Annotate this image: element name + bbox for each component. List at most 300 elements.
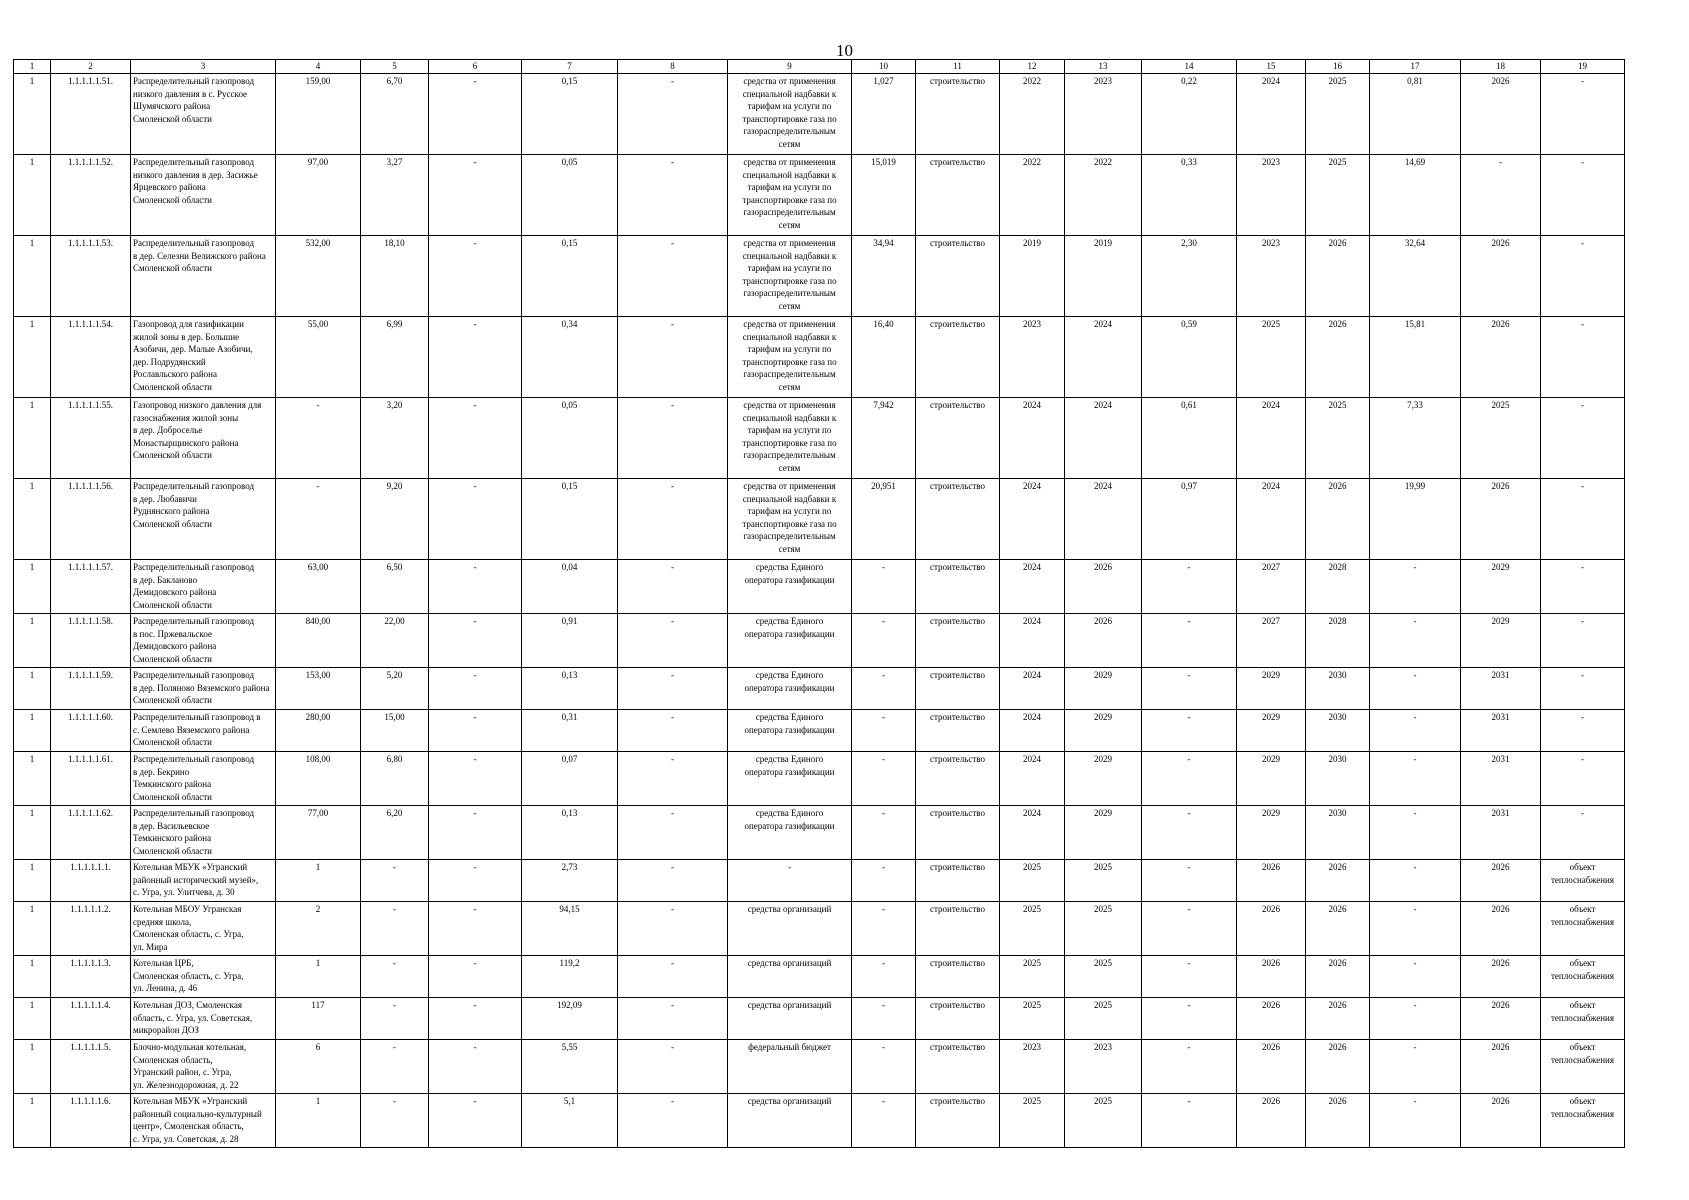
table-cell: - <box>276 479 361 560</box>
table-cell: 0,07 <box>522 752 618 806</box>
table-cell: 2019 <box>1065 236 1142 317</box>
table-cell: 2029 <box>1237 752 1306 806</box>
table-cell: Распределительный газопровод в дер. Поляново Вяземского района Смоленской области <box>131 668 276 710</box>
table-cell: 1 <box>14 860 51 902</box>
table-row <box>14 74 1625 155</box>
table-cell: - <box>361 1040 429 1094</box>
table-cell: 14,69 <box>1370 155 1461 236</box>
table-cell: - <box>852 560 916 614</box>
table-cell: Распределительный газопровод в дер. Селезни Велижского района Смоленской области <box>131 236 276 317</box>
table-cell: - <box>618 752 728 806</box>
column-header: 7 <box>522 60 618 74</box>
table-cell: - <box>618 956 728 998</box>
table-cell: Котельная МБУК «Угранский районный социально-культурный центр», Смоленская область, с. Угра, ул. Советская, д. 28 <box>131 1094 276 1148</box>
table-cell: 2029 <box>1461 614 1541 668</box>
column-header: 12 <box>1000 60 1065 74</box>
table-cell: - <box>618 668 728 710</box>
page-number: 10 <box>836 41 853 60</box>
table-cell: 2028 <box>1306 614 1370 668</box>
table-cell: средства от применения специальной надбавки к тарифам на услуги по транспортировке газа по газораспределительным сетям <box>728 155 852 236</box>
table-cell: Распределительный газопровод в дер. Бекрино Темкинского района Смоленской области <box>131 752 276 806</box>
table-cell: - <box>361 956 429 998</box>
table-cell: - <box>1541 479 1625 560</box>
table-cell: 3,27 <box>361 155 429 236</box>
table-cell: объект теплоснабжения <box>1541 860 1625 902</box>
table-cell: строительство <box>916 1040 1000 1094</box>
table-cell: - <box>1541 398 1625 479</box>
table-cell: 1 <box>14 956 51 998</box>
table-row <box>14 1094 1625 1148</box>
table-cell: - <box>852 668 916 710</box>
table-cell: 2023 <box>1000 317 1065 398</box>
table-cell: 1.1.1.1.1.51. <box>51 74 131 155</box>
table-cell: 2022 <box>1065 155 1142 236</box>
table-cell: - <box>1541 74 1625 155</box>
table-cell: - <box>618 236 728 317</box>
table-cell: строительство <box>916 752 1000 806</box>
table-cell: - <box>429 668 522 710</box>
table-row <box>14 902 1625 956</box>
table-cell: - <box>429 236 522 317</box>
table-cell: 2029 <box>1237 806 1306 860</box>
table-cell: 2026 <box>1065 614 1142 668</box>
table-cell: - <box>429 560 522 614</box>
table-cell: - <box>429 860 522 902</box>
table-cell: 1.1.1.1.1.56. <box>51 479 131 560</box>
table-cell: 2025 <box>1065 1094 1142 1148</box>
table-cell: 2026 <box>1237 1094 1306 1148</box>
table-row <box>14 560 1625 614</box>
table-cell: 2024 <box>1065 398 1142 479</box>
table-cell: - <box>1541 806 1625 860</box>
table-row <box>14 398 1625 479</box>
table-cell: - <box>1370 614 1461 668</box>
table-cell: 1.1.1.1.1.1. <box>51 860 131 902</box>
table-cell: - <box>1142 560 1237 614</box>
column-header: 10 <box>852 60 916 74</box>
table-cell: - <box>1142 1040 1237 1094</box>
table-cell: - <box>852 614 916 668</box>
table-cell: 2025 <box>1000 902 1065 956</box>
table-cell: объект теплоснабжения <box>1541 1040 1625 1094</box>
table-cell: 0,13 <box>522 806 618 860</box>
table-cell: 2029 <box>1237 710 1306 752</box>
table-cell: 2029 <box>1065 710 1142 752</box>
table-cell: - <box>852 998 916 1040</box>
table-cell: строительство <box>916 236 1000 317</box>
table-cell: 532,00 <box>276 236 361 317</box>
table-cell: - <box>852 752 916 806</box>
table-row <box>14 806 1625 860</box>
header-row <box>14 60 1625 74</box>
table-cell: 153,00 <box>276 668 361 710</box>
table-cell: 15,00 <box>361 710 429 752</box>
table-cell: - <box>1370 1040 1461 1094</box>
table-cell: - <box>1541 752 1625 806</box>
table-cell: - <box>852 902 916 956</box>
table-cell: 1 <box>14 902 51 956</box>
table-cell: - <box>1142 806 1237 860</box>
table-cell: 1 <box>14 668 51 710</box>
table-cell: средства Единого оператора газификации <box>728 614 852 668</box>
table-cell: 1 <box>276 956 361 998</box>
table-cell: 2026 <box>1461 74 1541 155</box>
table-cell: - <box>618 1094 728 1148</box>
column-header: 16 <box>1306 60 1370 74</box>
table-cell: - <box>618 710 728 752</box>
table-cell: 119,2 <box>522 956 618 998</box>
table-cell: 2025 <box>1000 956 1065 998</box>
table-cell: 5,1 <box>522 1094 618 1148</box>
table-cell: Распределительный газопровод в дер. Бакланово Демидовского района Смоленской области <box>131 560 276 614</box>
table-cell: - <box>429 998 522 1040</box>
table-cell: 1.1.1.1.1.57. <box>51 560 131 614</box>
table-cell: 2031 <box>1461 752 1541 806</box>
table-cell: строительство <box>916 956 1000 998</box>
table-cell: - <box>1142 1094 1237 1148</box>
table-cell: 2025 <box>1306 155 1370 236</box>
table-cell: 2022 <box>1000 74 1065 155</box>
table-cell: 108,00 <box>276 752 361 806</box>
table-cell: 1.1.1.1.1.6. <box>51 1094 131 1148</box>
table-cell: - <box>1142 614 1237 668</box>
table-cell: 55,00 <box>276 317 361 398</box>
table-cell: 20,951 <box>852 479 916 560</box>
table-cell: 1 <box>14 155 51 236</box>
table-cell: 2024 <box>1065 317 1142 398</box>
table-cell: - <box>852 1040 916 1094</box>
table-cell: строительство <box>916 614 1000 668</box>
table-cell: средства организаций <box>728 1094 852 1148</box>
table-cell: 9,20 <box>361 479 429 560</box>
table-cell: - <box>361 998 429 1040</box>
table-cell: - <box>1370 560 1461 614</box>
table-cell: 1 <box>14 74 51 155</box>
table-cell: 0,05 <box>522 155 618 236</box>
table-cell: 2026 <box>1237 1040 1306 1094</box>
table-cell: 22,00 <box>361 614 429 668</box>
column-header: 1 <box>14 60 51 74</box>
table-cell: строительство <box>916 398 1000 479</box>
table-cell: - <box>361 902 429 956</box>
table-cell: 2028 <box>1306 560 1370 614</box>
table-cell: Распределительный газопровод низкого давления в дер. Засижье Ярцевского района Смоленской области <box>131 155 276 236</box>
table-cell: средства от применения специальной надбавки к тарифам на услуги по транспортировке газа по газораспределительным сетям <box>728 74 852 155</box>
table-row <box>14 752 1625 806</box>
table-cell: - <box>852 806 916 860</box>
table-cell: 2026 <box>1306 1040 1370 1094</box>
table-cell: средства от применения специальной надбавки к тарифам на услуги по транспортировке газа по газораспределительным сетям <box>728 479 852 560</box>
table-cell: строительство <box>916 74 1000 155</box>
table-cell: средства организаций <box>728 998 852 1040</box>
table-cell: - <box>1461 155 1541 236</box>
table-cell: 1.1.1.1.1.55. <box>51 398 131 479</box>
table-cell: 7,942 <box>852 398 916 479</box>
table-cell: 2025 <box>1237 317 1306 398</box>
table-cell: 2030 <box>1306 668 1370 710</box>
column-header: 19 <box>1541 60 1625 74</box>
table-cell: - <box>1142 902 1237 956</box>
column-header: 15 <box>1237 60 1306 74</box>
table-cell: 94,15 <box>522 902 618 956</box>
table-cell: 2026 <box>1306 998 1370 1040</box>
table-cell: 2024 <box>1000 752 1065 806</box>
table-cell: 2026 <box>1461 860 1541 902</box>
table-cell: - <box>429 1040 522 1094</box>
table-cell: 2029 <box>1237 668 1306 710</box>
table-cell: 1 <box>14 1040 51 1094</box>
table-cell: - <box>1541 155 1625 236</box>
table-cell: - <box>618 560 728 614</box>
table-cell: 6,20 <box>361 806 429 860</box>
table-cell: 2024 <box>1000 560 1065 614</box>
table-cell: 2030 <box>1306 710 1370 752</box>
table-cell: 77,00 <box>276 806 361 860</box>
table-cell: - <box>618 1040 728 1094</box>
table-cell: 1 <box>276 1094 361 1148</box>
table-row <box>14 317 1625 398</box>
table-cell: 2029 <box>1065 752 1142 806</box>
table-cell: средства от применения специальной надбавки к тарифам на услуги по транспортировке газа по газораспределительным сетям <box>728 317 852 398</box>
table-cell: 3,20 <box>361 398 429 479</box>
table-cell: - <box>618 317 728 398</box>
table-cell: - <box>1370 1094 1461 1148</box>
table-cell: 0,22 <box>1142 74 1237 155</box>
table-row <box>14 1040 1625 1094</box>
table-cell: Котельная МБОУ Угранская средняя школа, Смоленская область, с. Угра, ул. Мира <box>131 902 276 956</box>
column-header: 2 <box>51 60 131 74</box>
table-cell: средства организаций <box>728 956 852 998</box>
table-cell: - <box>429 1094 522 1148</box>
table-cell: 2,30 <box>1142 236 1237 317</box>
table-cell: 1 <box>14 998 51 1040</box>
table-cell: 2024 <box>1000 668 1065 710</box>
table-cell: строительство <box>916 806 1000 860</box>
table-cell: 2024 <box>1000 398 1065 479</box>
table-cell: 2026 <box>1461 956 1541 998</box>
table-cell: 0,61 <box>1142 398 1237 479</box>
table-cell: 0,15 <box>522 74 618 155</box>
table-cell: 0,81 <box>1370 74 1461 155</box>
table-cell: строительство <box>916 479 1000 560</box>
table-cell: - <box>1541 668 1625 710</box>
table-cell: 2026 <box>1461 998 1541 1040</box>
table-cell: 2026 <box>1461 1094 1541 1148</box>
table-cell: - <box>1370 668 1461 710</box>
table-cell: 280,00 <box>276 710 361 752</box>
table-cell: 117 <box>276 998 361 1040</box>
table-cell: 192,09 <box>522 998 618 1040</box>
table-cell: 1.1.1.1.1.58. <box>51 614 131 668</box>
table-cell: 2027 <box>1237 560 1306 614</box>
table-cell: - <box>1370 710 1461 752</box>
table-cell: 34,94 <box>852 236 916 317</box>
table-cell: 2023 <box>1237 236 1306 317</box>
table-cell: строительство <box>916 1094 1000 1148</box>
table-cell: 2025 <box>1065 860 1142 902</box>
table-cell: - <box>1142 998 1237 1040</box>
table-cell: - <box>429 479 522 560</box>
table-cell: 1.1.1.1.1.61. <box>51 752 131 806</box>
table-cell: - <box>1541 710 1625 752</box>
table-cell: 2029 <box>1065 668 1142 710</box>
table-row <box>14 236 1625 317</box>
table-cell: 2023 <box>1000 1040 1065 1094</box>
table-cell: 2025 <box>1306 74 1370 155</box>
table-cell: 2029 <box>1065 806 1142 860</box>
table-cell: 5,20 <box>361 668 429 710</box>
table-cell: строительство <box>916 155 1000 236</box>
table-cell: - <box>1142 956 1237 998</box>
table-cell: - <box>429 317 522 398</box>
table-cell: 2031 <box>1461 668 1541 710</box>
table-cell: - <box>1541 317 1625 398</box>
table-cell: 1 <box>14 398 51 479</box>
table-cell: 159,00 <box>276 74 361 155</box>
table-cell: объект теплоснабжения <box>1541 1094 1625 1148</box>
table-cell: 2 <box>276 902 361 956</box>
table-cell: Газопровод низкого давления для газоснабжения жилой зоны в дер. Доброселье Монастырщинского района Смоленской области <box>131 398 276 479</box>
table-cell: 7,33 <box>1370 398 1461 479</box>
table-cell: 1.1.1.1.1.5. <box>51 1040 131 1094</box>
table-cell: Газопровод для газификации жилой зоны в дер. Большие Азобичи, дер. Малые Азобичи, дер. Подрудянский Рославльского района Смоленской области <box>131 317 276 398</box>
table-cell: 1 <box>14 479 51 560</box>
table-cell: 2023 <box>1065 74 1142 155</box>
table-cell: - <box>852 1094 916 1148</box>
table-cell: средства от применения специальной надбавки к тарифам на услуги по транспортировке газа по газораспределительным сетям <box>728 398 852 479</box>
table-cell: 2030 <box>1306 806 1370 860</box>
table-cell: 1.1.1.1.1.3. <box>51 956 131 998</box>
table-cell: 2026 <box>1306 1094 1370 1148</box>
table-cell: Распределительный газопровод в с. Семлево Вяземского района Смоленской области <box>131 710 276 752</box>
table-cell: - <box>1370 998 1461 1040</box>
table-cell: - <box>852 956 916 998</box>
table-cell: 2,73 <box>522 860 618 902</box>
table-cell: 97,00 <box>276 155 361 236</box>
table-cell: - <box>429 752 522 806</box>
table-cell: - <box>429 956 522 998</box>
table-cell: объект теплоснабжения <box>1541 998 1625 1040</box>
table-cell: 2026 <box>1306 956 1370 998</box>
table-cell: Распределительный газопровод в дер. Любавичи Руднянского района Смоленской области <box>131 479 276 560</box>
table-cell: - <box>429 155 522 236</box>
column-header: 6 <box>429 60 522 74</box>
table-cell: 0,97 <box>1142 479 1237 560</box>
table-cell: 2026 <box>1461 902 1541 956</box>
table-cell: 6,70 <box>361 74 429 155</box>
table-cell: - <box>1142 668 1237 710</box>
table-cell: - <box>618 902 728 956</box>
table-cell: 840,00 <box>276 614 361 668</box>
table-cell: 1 <box>14 317 51 398</box>
table-cell: 2026 <box>1237 860 1306 902</box>
table-cell: 1.1.1.1.1.53. <box>51 236 131 317</box>
table-cell: - <box>361 860 429 902</box>
table-cell: 16,40 <box>852 317 916 398</box>
table-cell: 2031 <box>1461 710 1541 752</box>
table-cell: 2024 <box>1237 398 1306 479</box>
table-cell: 2024 <box>1065 479 1142 560</box>
table-cell: 5,55 <box>522 1040 618 1094</box>
table-cell: строительство <box>916 317 1000 398</box>
table-row <box>14 479 1625 560</box>
column-header: 13 <box>1065 60 1142 74</box>
table-cell: 2025 <box>1461 398 1541 479</box>
table-cell: 2023 <box>1237 155 1306 236</box>
table-cell: 1.1.1.1.1.59. <box>51 668 131 710</box>
table-cell: 2025 <box>1065 902 1142 956</box>
table-cell: 0,15 <box>522 236 618 317</box>
table-cell: средства Единого оператора газификации <box>728 668 852 710</box>
table-cell: - <box>618 860 728 902</box>
table-cell: 2022 <box>1000 155 1065 236</box>
table-cell: 1 <box>14 560 51 614</box>
table-cell: 2026 <box>1306 236 1370 317</box>
table-cell: - <box>1142 860 1237 902</box>
table-cell: 0,13 <box>522 668 618 710</box>
table-cell: Распределительный газопровод в дер. Васильевское Темкинского района Смоленской области <box>131 806 276 860</box>
table-cell: 2026 <box>1306 317 1370 398</box>
table-cell: 0,15 <box>522 479 618 560</box>
table-cell: - <box>618 998 728 1040</box>
table-cell: 2025 <box>1000 860 1065 902</box>
table-cell: - <box>429 902 522 956</box>
table-cell: средства Единого оператора газификации <box>728 806 852 860</box>
data-table <box>13 59 1625 1148</box>
table-cell: - <box>1370 860 1461 902</box>
table-cell: - <box>852 710 916 752</box>
table-cell: объект теплоснабжения <box>1541 902 1625 956</box>
column-header: 4 <box>276 60 361 74</box>
table-row <box>14 710 1625 752</box>
table-cell: - <box>1370 956 1461 998</box>
table-cell: 1 <box>14 806 51 860</box>
table-cell: Котельная ДОЗ, Смоленская область, с. Угра, ул. Советская, микрорайон ДОЗ <box>131 998 276 1040</box>
table-cell: строительство <box>916 860 1000 902</box>
column-header: 8 <box>618 60 728 74</box>
table-cell: - <box>1370 806 1461 860</box>
table-cell: - <box>728 860 852 902</box>
table-cell: 1 <box>14 614 51 668</box>
column-header: 9 <box>728 60 852 74</box>
table-cell: Котельная МБУК «Угранский районный исторический музей», с. Угра, ул. Улитчева, д. 30 <box>131 860 276 902</box>
table-cell: 2023 <box>1065 1040 1142 1094</box>
table-cell: 2025 <box>1065 956 1142 998</box>
table-cell: средства от применения специальной надбавки к тарифам на услуги по транспортировке газа по газораспределительным сетям <box>728 236 852 317</box>
table-row <box>14 998 1625 1040</box>
table-cell: 1 <box>14 1094 51 1148</box>
table-cell: - <box>618 398 728 479</box>
table-cell: 2025 <box>1000 1094 1065 1148</box>
table-cell: - <box>429 398 522 479</box>
table-cell: 0,91 <box>522 614 618 668</box>
table-cell: 0,33 <box>1142 155 1237 236</box>
table-cell: - <box>618 74 728 155</box>
table-cell: средства организаций <box>728 902 852 956</box>
table-row <box>14 860 1625 902</box>
column-header: 17 <box>1370 60 1461 74</box>
column-header: 3 <box>131 60 276 74</box>
table-cell: 63,00 <box>276 560 361 614</box>
table-cell: 2019 <box>1000 236 1065 317</box>
table-cell: 1.1.1.1.1.60. <box>51 710 131 752</box>
table-cell: 2026 <box>1237 902 1306 956</box>
table-cell: Распределительный газопровод низкого давления в с. Русское Шумячского района Смоленской области <box>131 74 276 155</box>
table-cell: - <box>429 710 522 752</box>
table-cell: - <box>276 398 361 479</box>
table-cell: 1.1.1.1.1.54. <box>51 317 131 398</box>
table-cell: - <box>429 806 522 860</box>
